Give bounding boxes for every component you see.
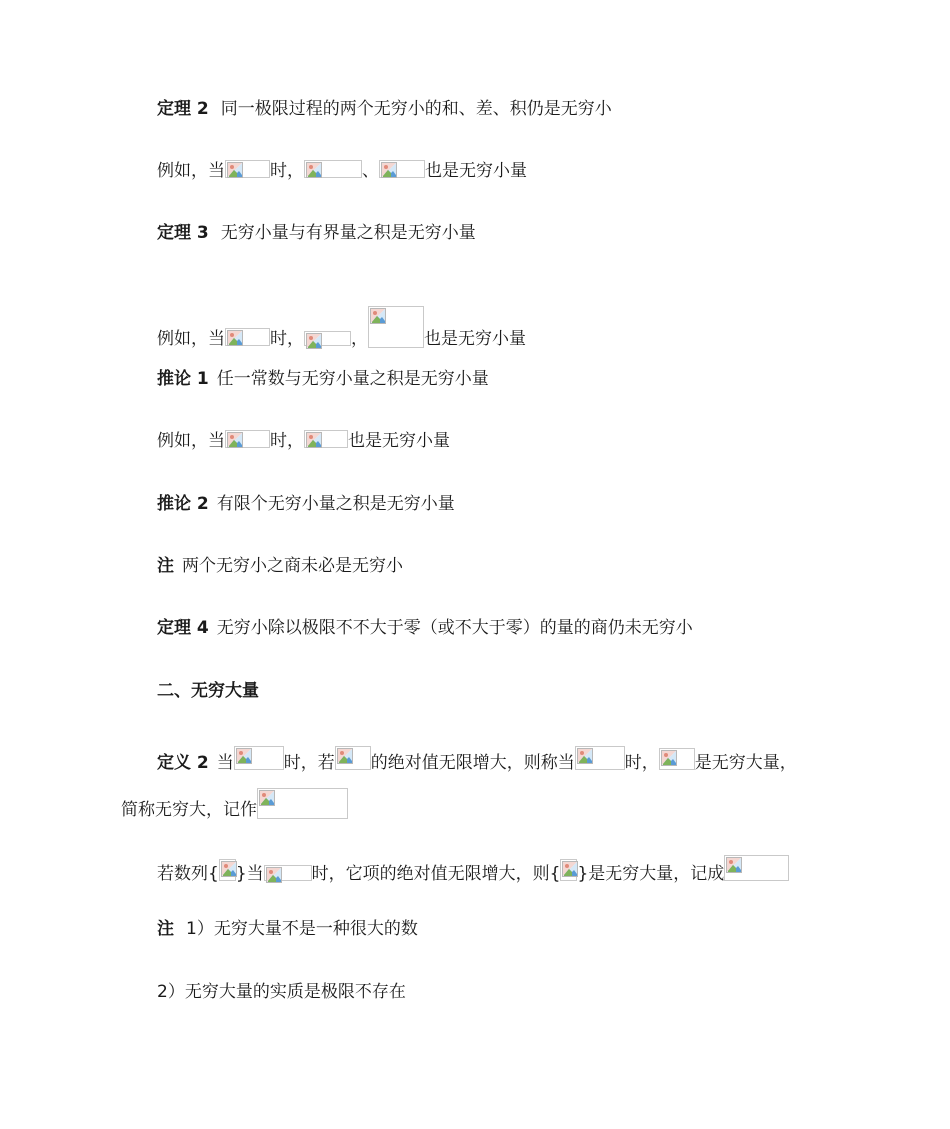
theorem-2-line bbox=[157, 98, 612, 120]
formula-image-icon bbox=[304, 430, 348, 448]
example-1-text-d: 也是无穷小量 bbox=[425, 161, 527, 181]
section-2-title bbox=[157, 680, 259, 702]
example-2-text-c: ， bbox=[351, 329, 368, 349]
example-2-line bbox=[157, 306, 526, 350]
note-2-line bbox=[157, 918, 418, 940]
sequence-text-d: }是无穷大量，记成 bbox=[577, 864, 725, 884]
formula-image-icon bbox=[560, 859, 577, 881]
corollary-2-text: 有限个无穷小量之积是无穷小量 bbox=[216, 494, 455, 514]
formula-image-icon bbox=[575, 746, 625, 770]
sequence-text-b: }当 bbox=[235, 864, 264, 884]
example-3-text-d: 也是无穷小量 bbox=[348, 431, 450, 451]
formula-image-icon bbox=[304, 331, 351, 346]
formula-image-icon bbox=[368, 306, 424, 348]
definition-2-line bbox=[157, 746, 797, 774]
corollary-1-label: 推论 1 bbox=[157, 369, 209, 389]
corollary-2-label: 推论 2 bbox=[157, 494, 209, 514]
definition-2-text-b: 时，若 bbox=[283, 753, 335, 773]
definition-2-text-a: 当 bbox=[216, 753, 234, 773]
section-2-title-text: 二、无穷大量 bbox=[157, 681, 259, 701]
formula-image-icon bbox=[219, 859, 236, 881]
sequence-text-a: 若数列{ bbox=[157, 864, 219, 884]
note-2-label: 注 bbox=[157, 919, 174, 939]
formula-image-icon bbox=[264, 865, 312, 881]
note-1-text: 两个无穷小之商未必是无穷小 bbox=[182, 556, 403, 576]
formula-image-icon bbox=[335, 746, 371, 770]
definition-2-label: 定义 2 bbox=[157, 753, 209, 773]
definition-2-continuation bbox=[121, 788, 348, 821]
example-3-line bbox=[157, 430, 450, 452]
sequence-line bbox=[157, 855, 789, 885]
theorem-3-label: 定理 3 bbox=[157, 223, 209, 243]
formula-image-icon bbox=[225, 430, 270, 448]
theorem-4-label: 定理 4 bbox=[157, 618, 209, 638]
note-2-text: 1）无穷大量不是一种很大的数 bbox=[186, 919, 418, 939]
definition-2-text-e: 是无穷大量， bbox=[694, 753, 797, 773]
example-1-text-c: 、 bbox=[362, 161, 379, 181]
theorem-3-line bbox=[157, 222, 476, 244]
formula-image-icon bbox=[234, 746, 284, 770]
corollary-1-line bbox=[157, 368, 489, 390]
corollary-1-text: 任一常数与无穷小量之积是无穷小量 bbox=[216, 369, 489, 389]
note-3-text: 2）无穷大量的实质是极限不存在 bbox=[157, 982, 406, 1002]
definition-2-text-d: 时， bbox=[624, 753, 659, 773]
example-1-text-b: 时， bbox=[270, 161, 304, 181]
definition-2-text-f: 简称无穷大，记作 bbox=[121, 800, 257, 820]
formula-image-icon bbox=[225, 328, 270, 346]
example-2-text-d: 也是无穷小量 bbox=[424, 329, 526, 349]
formula-image-icon bbox=[304, 160, 362, 178]
example-1-line bbox=[157, 160, 527, 182]
theorem-2-label: 定理 2 bbox=[157, 99, 209, 119]
formula-image-icon bbox=[659, 748, 695, 770]
theorem-4-text: 无穷小除以极限不不大于零（或不大于零）的量的商仍未无穷小 bbox=[216, 618, 693, 638]
example-2-text-b: 时， bbox=[270, 329, 304, 349]
note-1-line bbox=[157, 555, 403, 577]
theorem-3-text: 无穷小量与有界量之积是无穷小量 bbox=[220, 223, 476, 243]
formula-image-icon bbox=[257, 788, 348, 819]
example-1-text-a: 例如，当 bbox=[157, 161, 225, 181]
note-3-line bbox=[157, 981, 406, 1003]
example-3-text-a: 例如，当 bbox=[157, 431, 225, 451]
theorem-2-text: 同一极限过程的两个无穷小的和、差、积仍是无穷小 bbox=[220, 99, 612, 119]
note-1-label: 注 bbox=[157, 556, 174, 576]
theorem-4-line bbox=[157, 617, 693, 639]
formula-image-icon bbox=[225, 160, 270, 178]
definition-2-text-c: 的绝对值无限增大，则称当 bbox=[370, 753, 575, 773]
corollary-2-line bbox=[157, 493, 455, 515]
formula-image-icon bbox=[724, 855, 789, 881]
sequence-text-c: 时，它项的绝对值无限增大，则{ bbox=[311, 864, 561, 884]
formula-image-icon bbox=[379, 160, 425, 178]
example-2-text-a: 例如，当 bbox=[157, 329, 225, 349]
example-3-text-b: 时， bbox=[270, 431, 304, 451]
